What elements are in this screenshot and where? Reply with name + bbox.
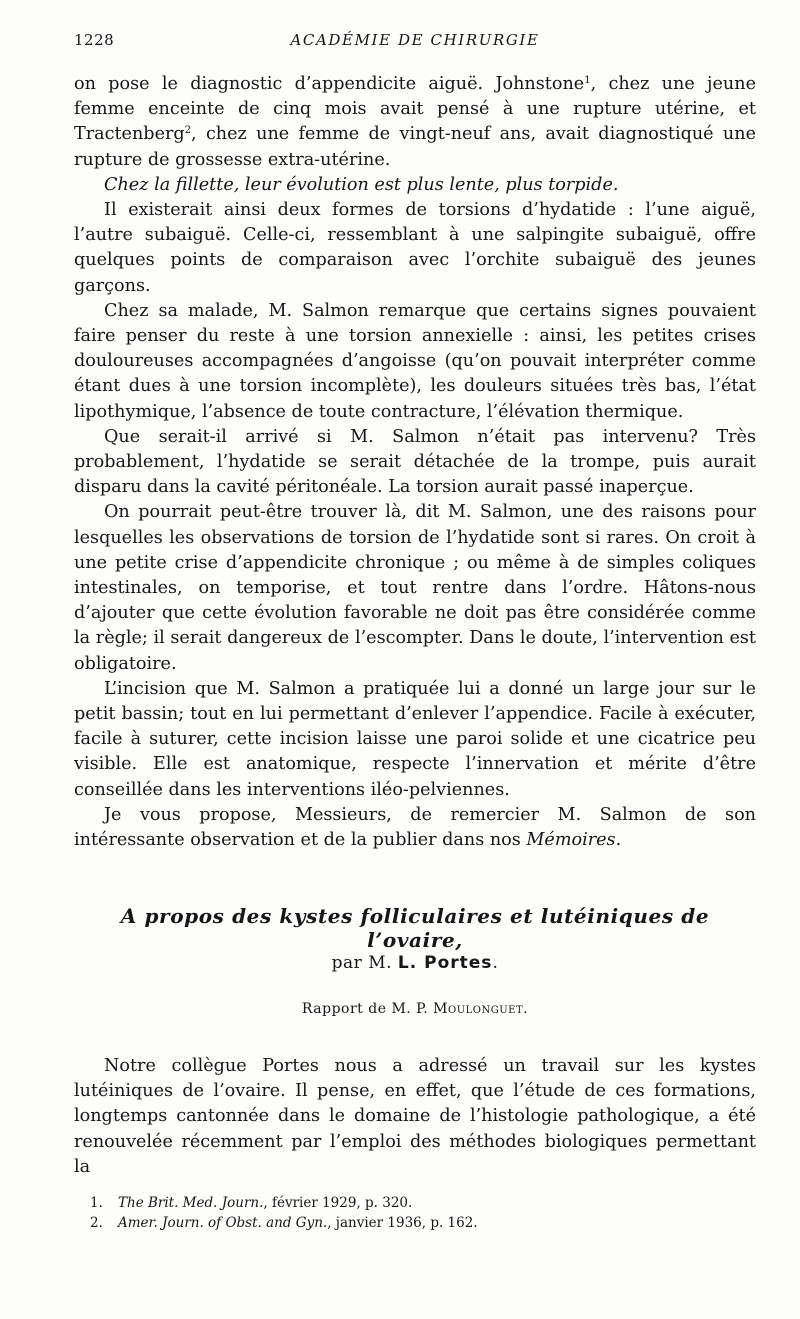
footnote-2	[90, 1213, 750, 1233]
previous-article-text	[74, 72, 756, 853]
report-prefix: Rapport de M. P.	[301, 1001, 429, 1017]
report-suffix: .	[523, 1001, 529, 1017]
paragraph-8	[74, 803, 756, 853]
article-byline	[74, 953, 756, 973]
footnote-1-source: The Brit. Med. Journ.	[118, 1195, 264, 1211]
footnote-1-number: 1.	[90, 1195, 103, 1211]
journal-title: ACADÉMIE DE CHIRURGIE	[290, 31, 540, 49]
footnote-1	[90, 1193, 750, 1213]
paragraph-8-part-b: .	[615, 830, 622, 851]
author-name: L. Portes	[397, 953, 493, 973]
reporter-name: Moulonguet	[433, 1001, 524, 1017]
footnote-2-source: Amer. Journ. of Obst. and Gyn.	[118, 1215, 328, 1231]
paragraph-3: Il existerait ainsi deux formes de torsions d’hydatide : l’une aiguë, l’autre subaiguë. Celle-ci, ressemblant à une salpingite subaiguë, offre quelques points de comparaison avec l’orchite subaiguë des jeunes garçons.	[74, 200, 756, 296]
paragraph-4: Chez sa malade, M. Salmon remarque que certains signes pouvaient faire penser du reste à une torsion annexielle : ainsi, les petites crises douloureuses accompagnées d’angoisse (qu’on pouvait interpréter comme étant dues à une torsion incomplète), les douleurs situées très bas, l’état lipothymique, l’absence de toute contracture, l’élévation thermique.	[74, 300, 756, 422]
footnote-1-details: , février 1929, p. 320.	[263, 1195, 413, 1211]
paragraph-1	[74, 72, 756, 173]
running-head	[74, 31, 756, 53]
memoires-reference: Mémoires	[526, 830, 616, 851]
paragraph-2: Chez la fillette, leur évolution est plus lente, plus torpide.	[104, 174, 619, 195]
footnote-2-number: 2.	[90, 1215, 103, 1231]
paragraph-6: On pourrait peut-être trouver là, dit M. Salmon, une des raisons pour lesquelles les observations de torsion de l’hydatide sont si rares. On croit à une petite crise d’appendicite chronique ; ou même à de simples coliques intestinales, on temporise, et tout rentre dans l’ordre. Hâtons-nous d’ajouter que cette évolution favorable ne doit pas être considérée comme la règle; il serait dangereux de l’escompter. Dans le doute, l’intervention est obligatoire.	[74, 502, 756, 674]
paragraph-1-part-a: on pose le diagnostic d’appendicite aiguë. Johnstone	[74, 74, 585, 94]
byline-suffix: .	[492, 953, 499, 973]
footnote-2-details: , janvier 1936, p. 162.	[327, 1215, 478, 1231]
footnote-ref-2: 2	[184, 125, 192, 137]
article-body	[74, 1054, 756, 1180]
byline-prefix: par M.	[331, 953, 393, 973]
paragraph-5: Que serait-il arrivé si M. Salmon n’était pas intervenu? Très probablement, l’hydatide se serait détachée de la trompe, puis aurait disparu dans la cavité péritonéale. La torsion aurait passé inaperçue.	[74, 426, 756, 498]
footnote-ref-1: 1	[584, 75, 591, 86]
footnotes	[90, 1193, 750, 1233]
article-paragraph-1: Notre collègue Portes nous a adressé un travail sur les kystes lutéiniques de l’ovaire. Il pense, en effet, que l’étude de ces formations, longtemps cantonnée dans le domaine de l’histologie pathologique, a été renouvelée récemment par l’emploi des méthodes biologiques permettant la	[74, 1056, 756, 1177]
article-title: A propos des kystes folliculaires et lutéiniques de l’ovaire,	[120, 904, 710, 952]
report-line	[74, 1001, 756, 1017]
paragraph-7: L’incision que M. Salmon a pratiquée lui a donné un large jour sur le petit bassin; tout en lui permettant d’enlever l’appendice. Facile à exécuter, facile à suturer, cette incision laisse une paroi solide et une cicatrice peu visible. Elle est anatomique, respecte l’innervation et mérite d’être conseillée dans les interventions iléo-pelviennes.	[74, 678, 756, 800]
paragraph-8-part-a: Je vous propose, Messieurs, de remercier M. Salmon de son intéressante observation et de la publier dans nos	[74, 804, 756, 851]
paragraph-1-part-c: , chez une femme de vingt-neuf ans, avait diagnostiqué une rupture de grossesse extra-utérine.	[74, 124, 756, 170]
page-number: 1228	[74, 31, 115, 49]
paragraph-1-part-b: , chez une jeune femme enceinte de cinq mois avait pensé à une rupture utérine, et Tractenberg	[74, 74, 756, 145]
